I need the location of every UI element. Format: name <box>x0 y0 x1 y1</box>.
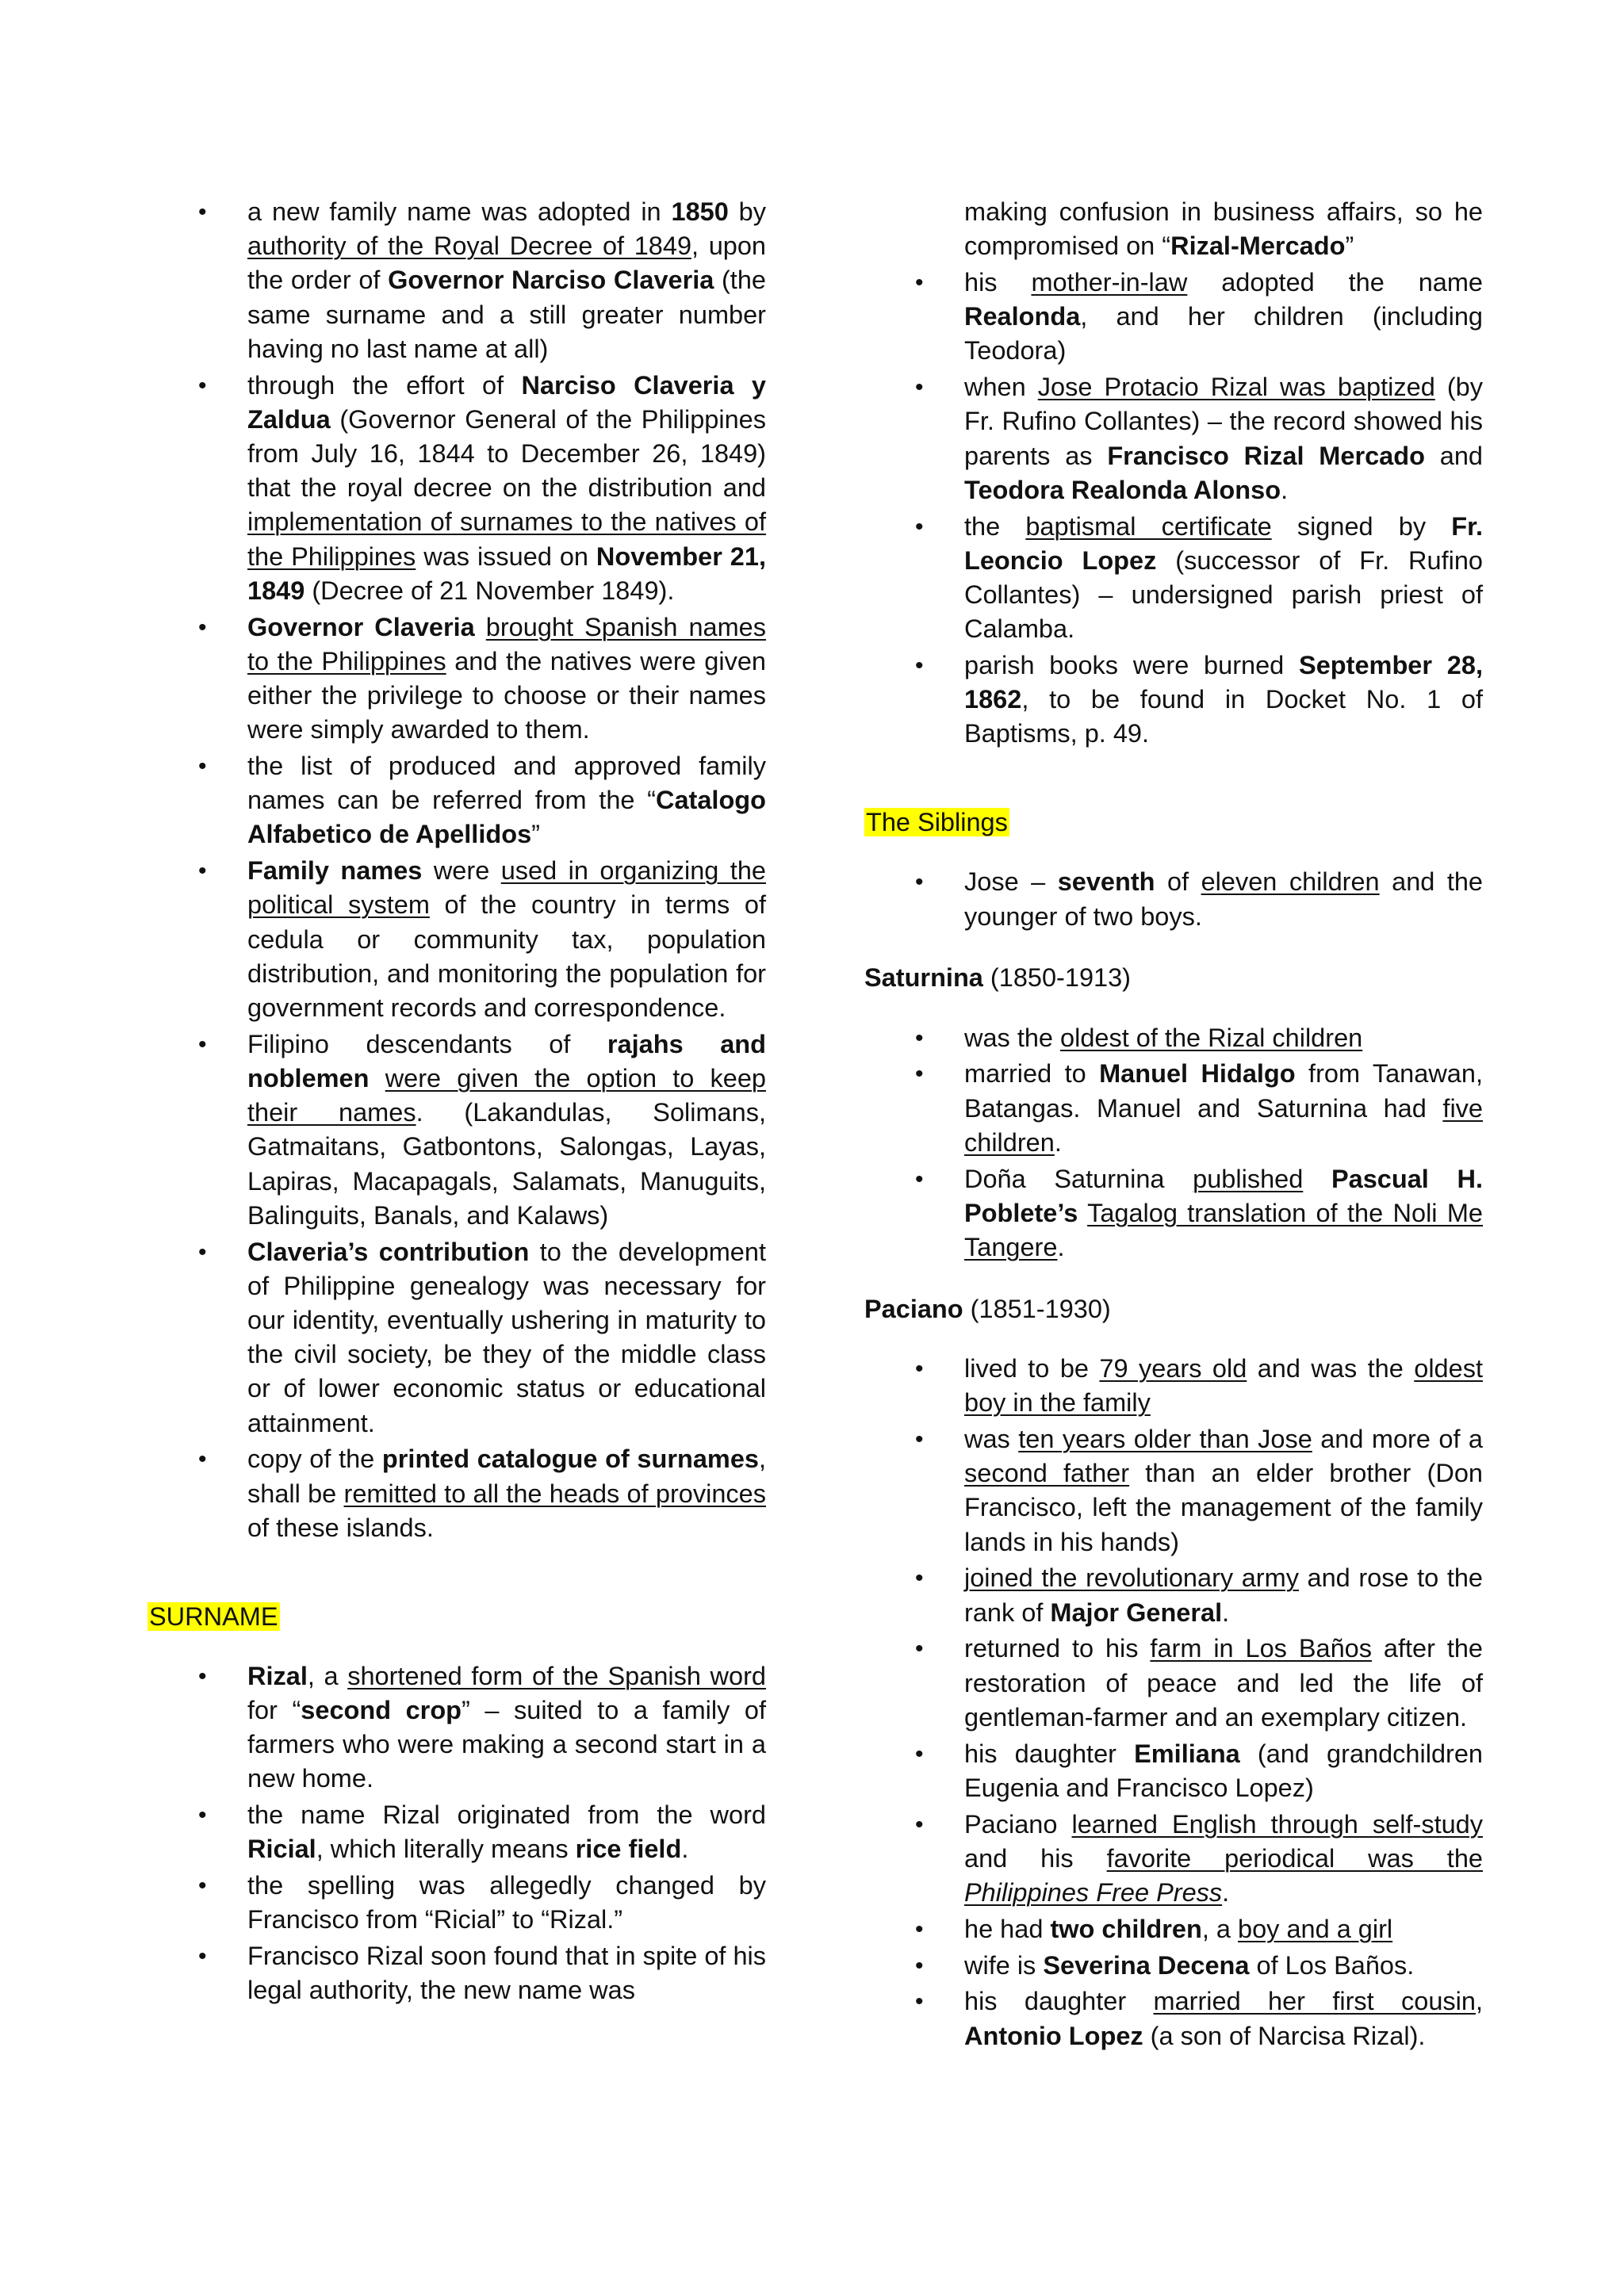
bullet-item <box>147 1235 766 1441</box>
text-run: (Decree of 21 November 1849). <box>304 576 675 605</box>
bullet-item <box>864 1422 1483 1559</box>
text-run: of Los Baños. <box>1249 1950 1415 1980</box>
text-run: the name Rizal originated from the word <box>247 1800 766 1830</box>
text-run: (by Fr. Rufino Collantes) – the record showed his parents as <box>964 373 1483 470</box>
text-run: ” – suited to a family of farmers who were making a second start in a new home. <box>247 1696 767 1793</box>
bullet-item <box>147 1442 766 1545</box>
surname-heading-text: SURNAME <box>149 1601 278 1631</box>
text-run: was the <box>964 1023 1061 1052</box>
bold-text-run: Claveria’s contribution <box>247 1237 530 1266</box>
underlined-text-run: second father <box>964 1459 1130 1488</box>
text-run: than an elder brother (Don Francisco, left the management of the family lands in his hands) <box>964 1459 1483 1556</box>
bullet-item <box>147 1939 766 2007</box>
text-run: when <box>964 373 1038 402</box>
bold-text-run: Rizal <box>247 1661 308 1690</box>
bold-text-run: Teodora Realonda Alonso <box>964 475 1281 504</box>
underlined-text-run: boy and a girl <box>1238 1914 1393 1943</box>
bullet-item <box>147 1659 766 1797</box>
underlined-text-run: eleven children <box>1201 867 1380 897</box>
text-run: (the same surname and a still greater number having no last name at all) <box>247 266 766 363</box>
bullet-item <box>864 1912 1483 1946</box>
bullet-item <box>864 1352 1483 1420</box>
text-run: . <box>1057 1233 1065 1262</box>
underlined-italic-text-run: Philippines Free Press <box>964 1878 1223 1908</box>
text-run: returned to his <box>964 1634 1151 1663</box>
underlined-text-run: brought Spanish names to the Philippines <box>247 612 767 675</box>
bullet-item <box>864 1162 1483 1265</box>
text-run: and the younger of two boys. <box>964 867 1483 931</box>
text-run: parish books were burned <box>964 651 1300 680</box>
paciano-heading <box>864 1292 1483 1326</box>
bullet-item <box>147 1798 766 1866</box>
text-run: were <box>422 856 501 886</box>
saturnina-bullet-list <box>864 1021 1483 1265</box>
underlined-text-run: authority of the Royal Decree of 1849 <box>247 232 692 261</box>
bullet-item <box>864 1057 1483 1160</box>
underlined-text-run: published <box>1193 1164 1304 1193</box>
underlined-text-run: used in organizing the political system <box>247 856 766 920</box>
bold-text-run: Fr. Leoncio Lopez <box>964 511 1483 575</box>
bold-text-run: Family names <box>247 856 423 886</box>
text-run: and rose to the rank of <box>964 1563 1483 1627</box>
underlined-text-run: oldest boy in the family <box>964 1354 1483 1418</box>
text-run: after the restoration of peace and led the life of gentleman-farmer and an exemplary citizen. <box>964 1634 1484 1732</box>
underlined-text-run: learned English through self-study <box>1071 1809 1484 1839</box>
bold-text-run: Pascual H. Poblete’s <box>964 1164 1483 1227</box>
bold-text-run: Governor Claveria <box>247 612 475 641</box>
text-run: of <box>1155 867 1201 897</box>
bullet-item <box>864 510 1483 647</box>
bold-text-run: Major General <box>1050 1598 1223 1627</box>
bold-text-run: September 28, 1862 <box>964 651 1483 714</box>
text-run: (Governor General of the Philippines from July 16, 1844 to December 26, 1849) that the royal decree on the distribution and <box>247 404 766 503</box>
bullet-item <box>864 865 1483 933</box>
text-run: , to be found in Docket No. 1 of Baptisms, p. 49. <box>964 685 1483 748</box>
text-run: his daughter <box>964 1739 1135 1768</box>
bold-text-run: rice field <box>575 1835 682 1864</box>
text-run: adopted the name <box>1187 268 1484 297</box>
bullet-item <box>864 1949 1483 1983</box>
text-run: (and grandchildren Eugenia and Francisco Lopez) <box>964 1739 1483 1802</box>
underlined-text-run: remitted to all the heads of provinces <box>343 1479 766 1508</box>
bold-text-run: Emiliana <box>1134 1739 1240 1768</box>
bold-text-run: November 21, 1849 <box>247 541 766 605</box>
underlined-text-run: farm in Los Baños <box>1150 1634 1372 1663</box>
bullet-item <box>864 1561 1483 1629</box>
bullet-item <box>147 1027 766 1233</box>
bullet-item <box>147 749 766 852</box>
text-run: and more of a <box>1312 1425 1483 1454</box>
text-run: Jose – <box>964 867 1058 897</box>
bold-text-run: Catalogo Alfabetico de Apellidos <box>247 786 766 849</box>
underlined-text-run: oldest of the Rizal children <box>1060 1023 1363 1052</box>
paciano-name: Paciano <box>864 1294 963 1323</box>
text-run: Filipino descendants of <box>247 1029 607 1058</box>
bullet-item <box>147 610 766 748</box>
text-run: ” <box>531 820 540 849</box>
text-run: , which literally means <box>316 1835 576 1864</box>
left-column <box>147 195 766 2010</box>
text-run: and the natives were given either the privilege to choose or their names were simply awarded to them. <box>247 646 767 744</box>
underlined-text-run: five children <box>964 1093 1483 1157</box>
text-run: and was the <box>1247 1354 1415 1383</box>
text-run <box>1078 1199 1087 1227</box>
text-run: a new family name was adopted in <box>247 197 672 226</box>
underlined-text-run: 79 years old <box>1099 1354 1247 1383</box>
text-run: Paciano <box>964 1809 1072 1839</box>
bold-text-run: 1850 <box>671 197 729 226</box>
text-run: (successor of Fr. Rufino Collantes) – undersigned parish priest of Calamba. <box>964 545 1483 644</box>
text-run: . <box>1054 1127 1062 1157</box>
text-run: of the country in terms of cedula or community tax, population distribution, and monitoring the population for government records and correspondence. <box>247 890 766 1023</box>
text-run: by <box>728 197 767 226</box>
underlined-text-run: were given the option to keep their names <box>247 1064 766 1127</box>
text-run: , a <box>307 1661 348 1690</box>
underlined-text-run: favorite periodical was the <box>1106 1843 1483 1873</box>
right-column <box>864 195 1483 2055</box>
bullet-item <box>147 1869 766 1937</box>
bullet-item <box>147 854 766 1025</box>
bullet-item <box>147 369 766 608</box>
bullet-item <box>864 370 1483 507</box>
text-run: Doña Saturnina <box>964 1164 1193 1193</box>
text-run: his daughter <box>964 1987 1154 2016</box>
saturnina-name: Saturnina <box>864 963 983 993</box>
bold-text-run: two children <box>1050 1914 1202 1943</box>
saturnina-years: (1850-1913) <box>982 963 1131 993</box>
underlined-text-run: mother-in-law <box>1031 268 1188 297</box>
underlined-text-run: ten years older than Jose <box>1018 1425 1312 1454</box>
bold-text-run: Narciso Claveria y Zaldua <box>247 370 766 434</box>
bold-text-run: Ricial <box>247 1835 316 1864</box>
text-run: and <box>1424 441 1483 470</box>
bold-text-run: Antonio Lopez <box>964 2021 1143 2050</box>
text-run: (a son of Narcisa Rizal). <box>1143 2021 1426 2050</box>
text-run: and his <box>964 1843 1107 1873</box>
saturnina-heading <box>864 961 1483 995</box>
text-run: from Tanawan, Batangas. Manuel and Saturnina had <box>964 1059 1483 1123</box>
underlined-text-run: married her first cousin <box>1153 1987 1476 2016</box>
underlined-text-run: Tagalog translation of the Noli Me Tangere <box>964 1198 1483 1262</box>
bold-text-run: Governor Narciso Claveria <box>388 266 714 295</box>
surname-bullet-list <box>147 1659 766 2008</box>
bold-text-run: printed catalogue of surnames <box>381 1445 759 1474</box>
text-run: . <box>1281 475 1289 504</box>
text-run: copy of the <box>247 1445 382 1474</box>
text-run: he had <box>964 1914 1051 1943</box>
bold-text-run: Francisco Rizal Mercado <box>1107 441 1425 470</box>
continuation-text <box>864 195 1483 263</box>
text-run: married to <box>964 1059 1100 1089</box>
text-run: lived to be <box>964 1354 1100 1383</box>
text-run: his <box>964 268 1032 297</box>
text-run: . <box>1222 1878 1230 1908</box>
text-run: was issued on <box>416 541 596 571</box>
bullet-item <box>864 1808 1483 1911</box>
bold-text-run: Rizal-Mercado <box>1170 232 1346 261</box>
text-run: , <box>1475 1987 1483 2016</box>
bullet-item <box>147 195 766 366</box>
claveria-bullet-list <box>147 195 766 1545</box>
bullet-item <box>864 1737 1483 1805</box>
text-run <box>370 1064 385 1093</box>
text-run: wife is <box>964 1950 1044 1980</box>
text-run: . <box>681 1835 689 1864</box>
text-run: through the effort of <box>247 370 522 400</box>
underlined-text-run: baptismal certificate <box>1025 511 1272 541</box>
baptism-bullet-list <box>864 266 1483 752</box>
text-run: signed by <box>1271 511 1452 541</box>
bullet-item <box>864 649 1483 752</box>
siblings-bullet-list <box>864 865 1483 933</box>
siblings-heading <box>864 806 1483 840</box>
bullet-item <box>864 1021 1483 1055</box>
text-run: Francisco Rizal soon found that in spite of his legal authority, the new name was <box>247 1942 766 2005</box>
bold-text-run: Realonda <box>964 302 1081 331</box>
text-run: the list of produced and approved family names can be referred from the “ <box>247 752 766 815</box>
surname-heading <box>147 1600 766 1634</box>
paciano-bullet-list <box>864 1352 1483 2053</box>
text-run <box>1303 1165 1331 1193</box>
bullet-item <box>864 1984 1483 2053</box>
text-run: . <box>1222 1598 1230 1627</box>
text-run: . (Lakandulas, Solimans, Gatmaitans, Gatbontons, Salongas, Layas, Lapiras, Macapagals, Salamats, Manuguits, Balinguits, Banals, and Kalaws) <box>247 1098 766 1230</box>
underlined-text-run: shortened form of the Spanish word <box>347 1661 767 1690</box>
text-run: of these islands. <box>247 1513 434 1542</box>
bold-text-run: rajahs and noblemen <box>247 1029 766 1093</box>
text-run: to the development of Philippine genealogy was necessary for our identity, eventually ushering in maturity to the civil society, be they of the middle class or of lower economic status or educational attainment. <box>247 1237 766 1437</box>
text-run: the spelling was allegedly changed by Francisco from “Ricial” to “Rizal.” <box>247 1871 766 1934</box>
text-run: , shall be <box>247 1445 766 1508</box>
text-run: for “ <box>247 1696 301 1725</box>
text-run: the <box>964 511 1026 541</box>
continuation-list <box>864 195 1483 263</box>
underlined-text-run: joined the revolutionary army <box>964 1563 1299 1593</box>
text-run: , a <box>1201 1914 1239 1943</box>
bold-text-run: Manuel Hidalgo <box>1099 1059 1296 1089</box>
underlined-text-run: Jose Protacio Rizal was baptized <box>1037 373 1435 402</box>
paciano-years: (1851-1930) <box>963 1294 1111 1323</box>
bullet-item <box>864 1632 1483 1735</box>
underlined-text-run: implementation of surnames to the natives of the Philippines <box>247 507 766 571</box>
text-run <box>475 613 486 641</box>
bold-text-run: seventh <box>1057 867 1155 897</box>
text-run: ” <box>1345 232 1354 261</box>
bullet-item <box>864 266 1483 369</box>
text-run: making confusion in business affairs, so he compromised on “ <box>964 197 1483 261</box>
text-run: was <box>964 1425 1019 1454</box>
text-run: , upon the order of <box>247 232 766 295</box>
bold-text-run: Severina Decena <box>1043 1950 1250 1980</box>
bold-text-run: second crop <box>301 1696 462 1725</box>
siblings-heading-text: The Siblings <box>866 808 1008 837</box>
text-run: , and her children (including Teodora) <box>964 302 1483 365</box>
